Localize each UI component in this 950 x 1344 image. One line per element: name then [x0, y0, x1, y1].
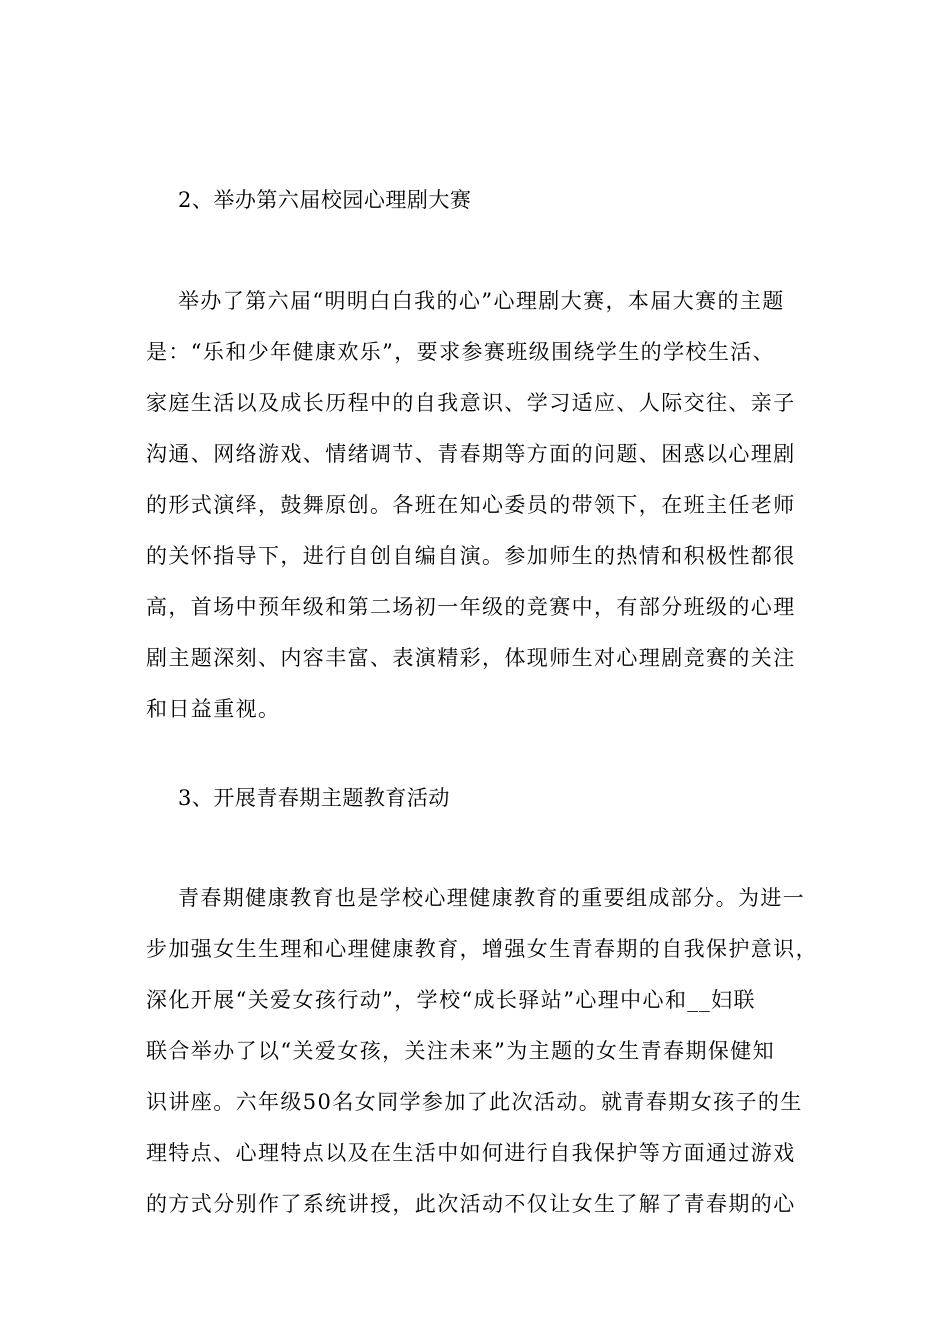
section-2-paragraph — [146, 288, 806, 747]
paragraph-line: 剧主题深刻、内容丰富、表演精彩，体现师生对心理剧竞赛的关注 — [146, 646, 796, 670]
paragraph-line: 和日益重视。 — [146, 697, 281, 721]
paragraph-line: 的形式演绎，鼓舞原创。各班在知心委员的带领下，在班主任老师 — [146, 493, 796, 517]
section-2-heading: 2、举办第六届校园心理剧大赛 — [178, 188, 472, 212]
paragraph-line: 深化开展“关爱女孩行动”，学校“成长驿站”心理中心和__妇联 — [146, 988, 756, 1012]
paragraph-line: 沟通、网络游戏、情绪调节、青春期等方面的问题、困惑以心理剧 — [146, 442, 796, 466]
paragraph-line: 高，首场中预年级和第二场初一年级的竞赛中，有部分班级的心理 — [146, 595, 796, 619]
paragraph-line: 的关怀指导下，进行自创自编自演。参加师生的热情和积极性都很 — [146, 544, 796, 568]
section-3-heading: 3、开展青春期主题教育活动 — [178, 786, 450, 810]
paragraph-line: 识讲座。六年级50名女同学参加了此次活动。就青春期女孩子的生 — [146, 1090, 803, 1114]
paragraph-line: 举办了第六届“明明白白我的心”心理剧大赛，本届大赛的主题 — [178, 289, 785, 313]
paragraph-line: 步加强女生生理和心理健康教育，增强女生青春期的自我保护意识， — [146, 937, 818, 961]
paragraph-line: 联合举办了以“关爱女孩，关注未来”为主题的女生青春期保健知 — [146, 1039, 776, 1063]
paragraph-line: 青春期健康教育也是学校心理健康教育的重要组成部分。为进一 — [178, 886, 806, 910]
paragraph-line: 是：“乐和少年健康欢乐”，要求参赛班级围绕学生的学校生活、 — [146, 340, 776, 364]
paragraph-line: 家庭生活以及成长历程中的自我意识、学习适应、人际交往、亲子 — [146, 391, 796, 415]
paragraph-line: 理特点、心理特点以及在生活中如何进行自我保护等方面通过游戏 — [146, 1141, 796, 1165]
paragraph-line: 的方式分别作了系统讲授，此次活动不仅让女生了解了青春期的心 — [146, 1192, 796, 1216]
section-3-paragraph — [146, 885, 818, 1242]
